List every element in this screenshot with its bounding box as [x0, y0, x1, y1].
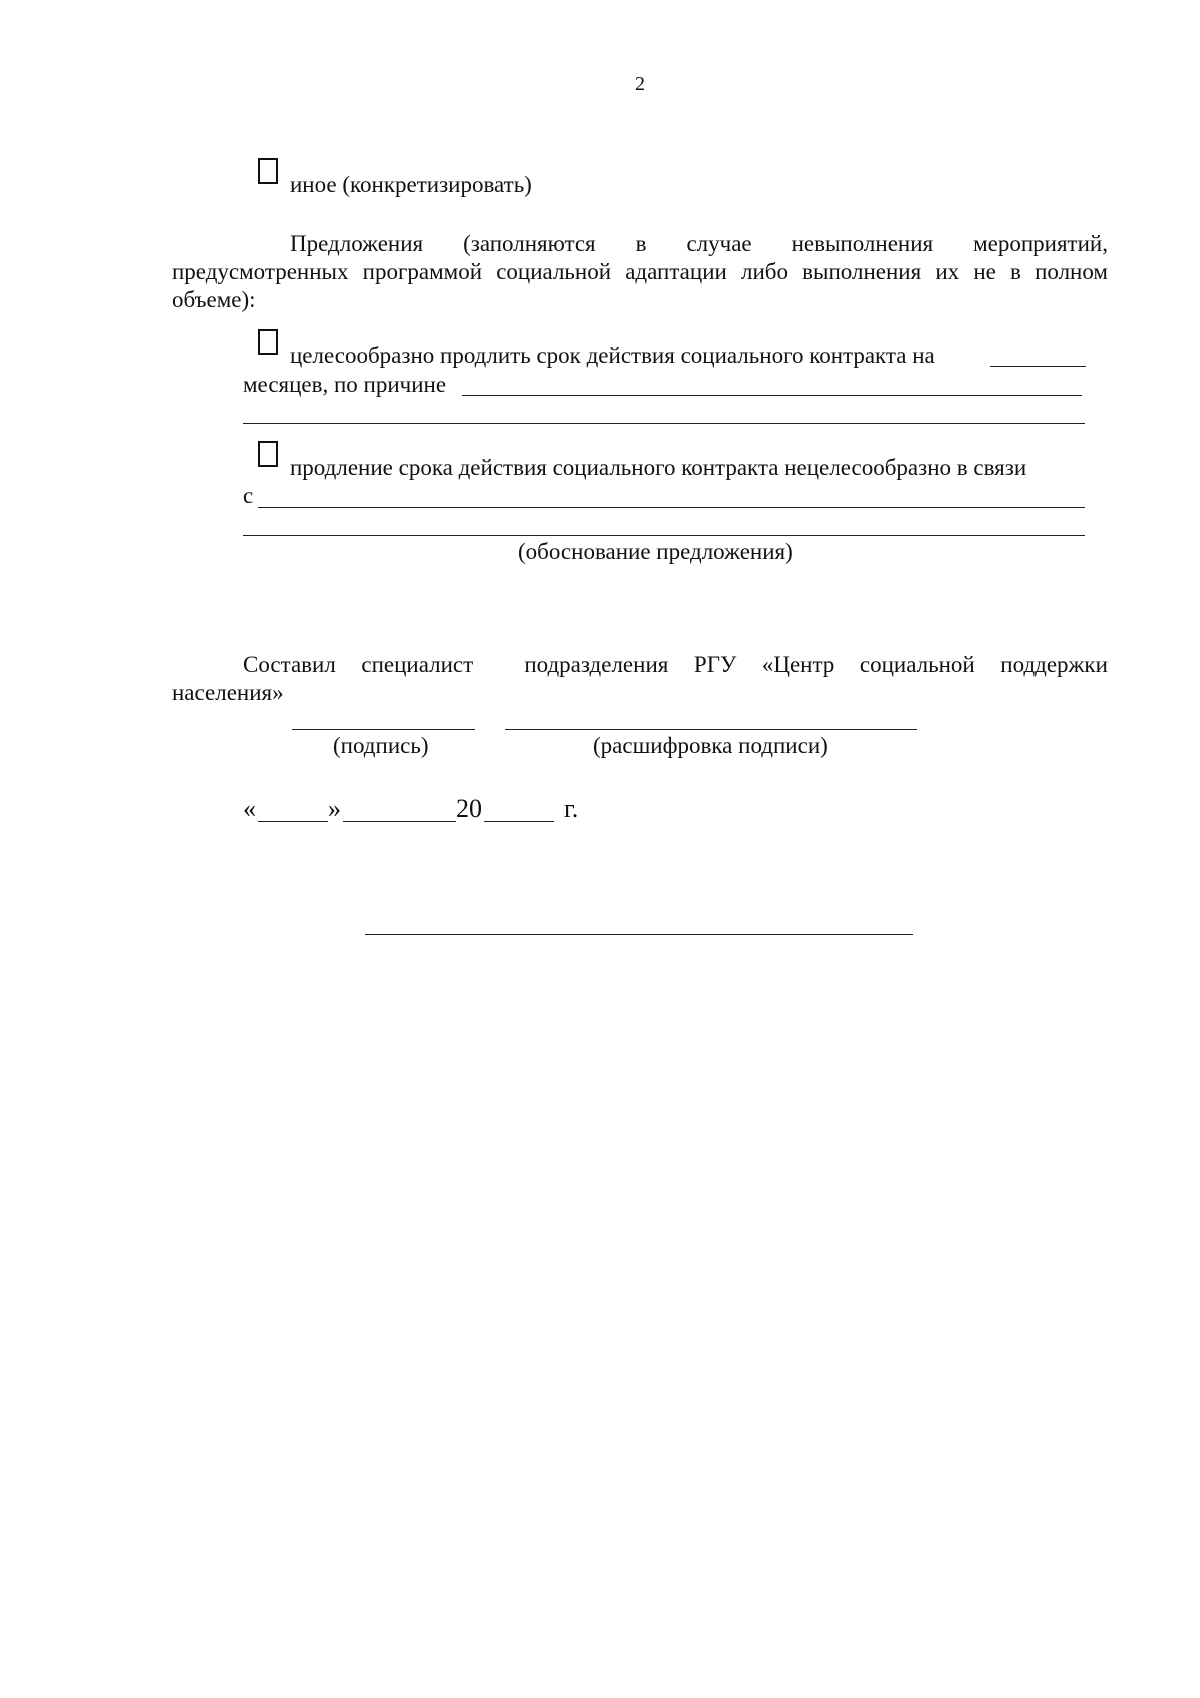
proposals-word: их — [935, 259, 960, 284]
compiled-by-line-1 — [243, 651, 1108, 679]
proposals-line-2 — [172, 258, 1108, 286]
compiled-by-word: поддержки — [1000, 652, 1108, 677]
bottom-separator-line — [365, 934, 913, 935]
checkbox-extend[interactable] — [258, 329, 278, 355]
extend-option-line-1: целесообразно продлить срок действия социального контракта на — [290, 343, 935, 368]
proposals-word: не — [973, 259, 996, 284]
signature-decryption-blank[interactable] — [505, 729, 917, 730]
signature-blank[interactable] — [292, 729, 475, 730]
proposals-word: полном — [1035, 259, 1108, 284]
proposals-word: социальной — [496, 259, 612, 284]
proposals-word: мероприятий, — [973, 231, 1108, 256]
not-extend-reason-blank[interactable] — [258, 507, 1085, 508]
signature-caption: (подпись) — [333, 733, 429, 758]
compiled-by-word: специалист — [361, 652, 474, 677]
date-year-suffix: г. — [564, 794, 579, 823]
proposals-word: адаптации — [625, 259, 727, 284]
proposals-word: Предложения — [290, 231, 424, 256]
compiled-by-word: подразделения — [524, 652, 669, 677]
compiled-by-word: РГУ — [693, 652, 737, 677]
compiled-by-word: социальной — [859, 652, 975, 677]
proposals-word: предусмотренных — [172, 259, 349, 284]
proposals-word: выполнения — [802, 259, 922, 284]
proposals-word: в — [635, 231, 647, 256]
compiled-by-line-2: населения» — [172, 680, 284, 705]
compiled-by-word: Составил — [243, 652, 336, 677]
decryption-caption: (расшифровка подписи) — [593, 733, 828, 758]
proposals-word: случае — [686, 231, 752, 256]
justification-caption: (обоснование предложения) — [518, 539, 793, 564]
date-year-prefix: 20 — [456, 794, 482, 823]
not-extend-option-line-1: продление срока действия социального контракта нецелесообразно в связи — [290, 455, 1027, 480]
date-day-blank[interactable] — [258, 821, 328, 822]
not-extend-reason-blank-2[interactable] — [243, 535, 1085, 536]
checkbox-not-extend[interactable] — [258, 441, 278, 467]
extend-option-line-2: месяцев, по причине — [243, 372, 447, 397]
date-open-quote: « — [243, 794, 256, 823]
date-year-blank[interactable] — [484, 821, 554, 822]
date-month-blank[interactable] — [343, 821, 456, 822]
proposals-line-3: объеме): — [172, 287, 256, 312]
proposals-word: (заполняются — [463, 231, 596, 256]
proposals-word: в — [1010, 259, 1021, 284]
compiled-by-word: «Центр — [761, 652, 835, 677]
other-option-label: иное (конкретизировать) — [290, 172, 532, 197]
not-extend-option-line-2: с — [243, 483, 254, 508]
extend-reason-blank[interactable] — [462, 395, 1082, 396]
checkbox-other[interactable] — [258, 158, 278, 184]
proposals-line-1 — [290, 230, 1108, 258]
extend-reason-blank-2[interactable] — [243, 423, 1085, 424]
proposals-word: невыполнения — [791, 231, 934, 256]
proposals-word: программой — [362, 259, 483, 284]
page-number: 2 — [635, 73, 645, 95]
date-close-quote: » — [328, 794, 341, 823]
proposals-word: либо — [740, 259, 788, 284]
extend-months-blank[interactable] — [990, 366, 1086, 367]
